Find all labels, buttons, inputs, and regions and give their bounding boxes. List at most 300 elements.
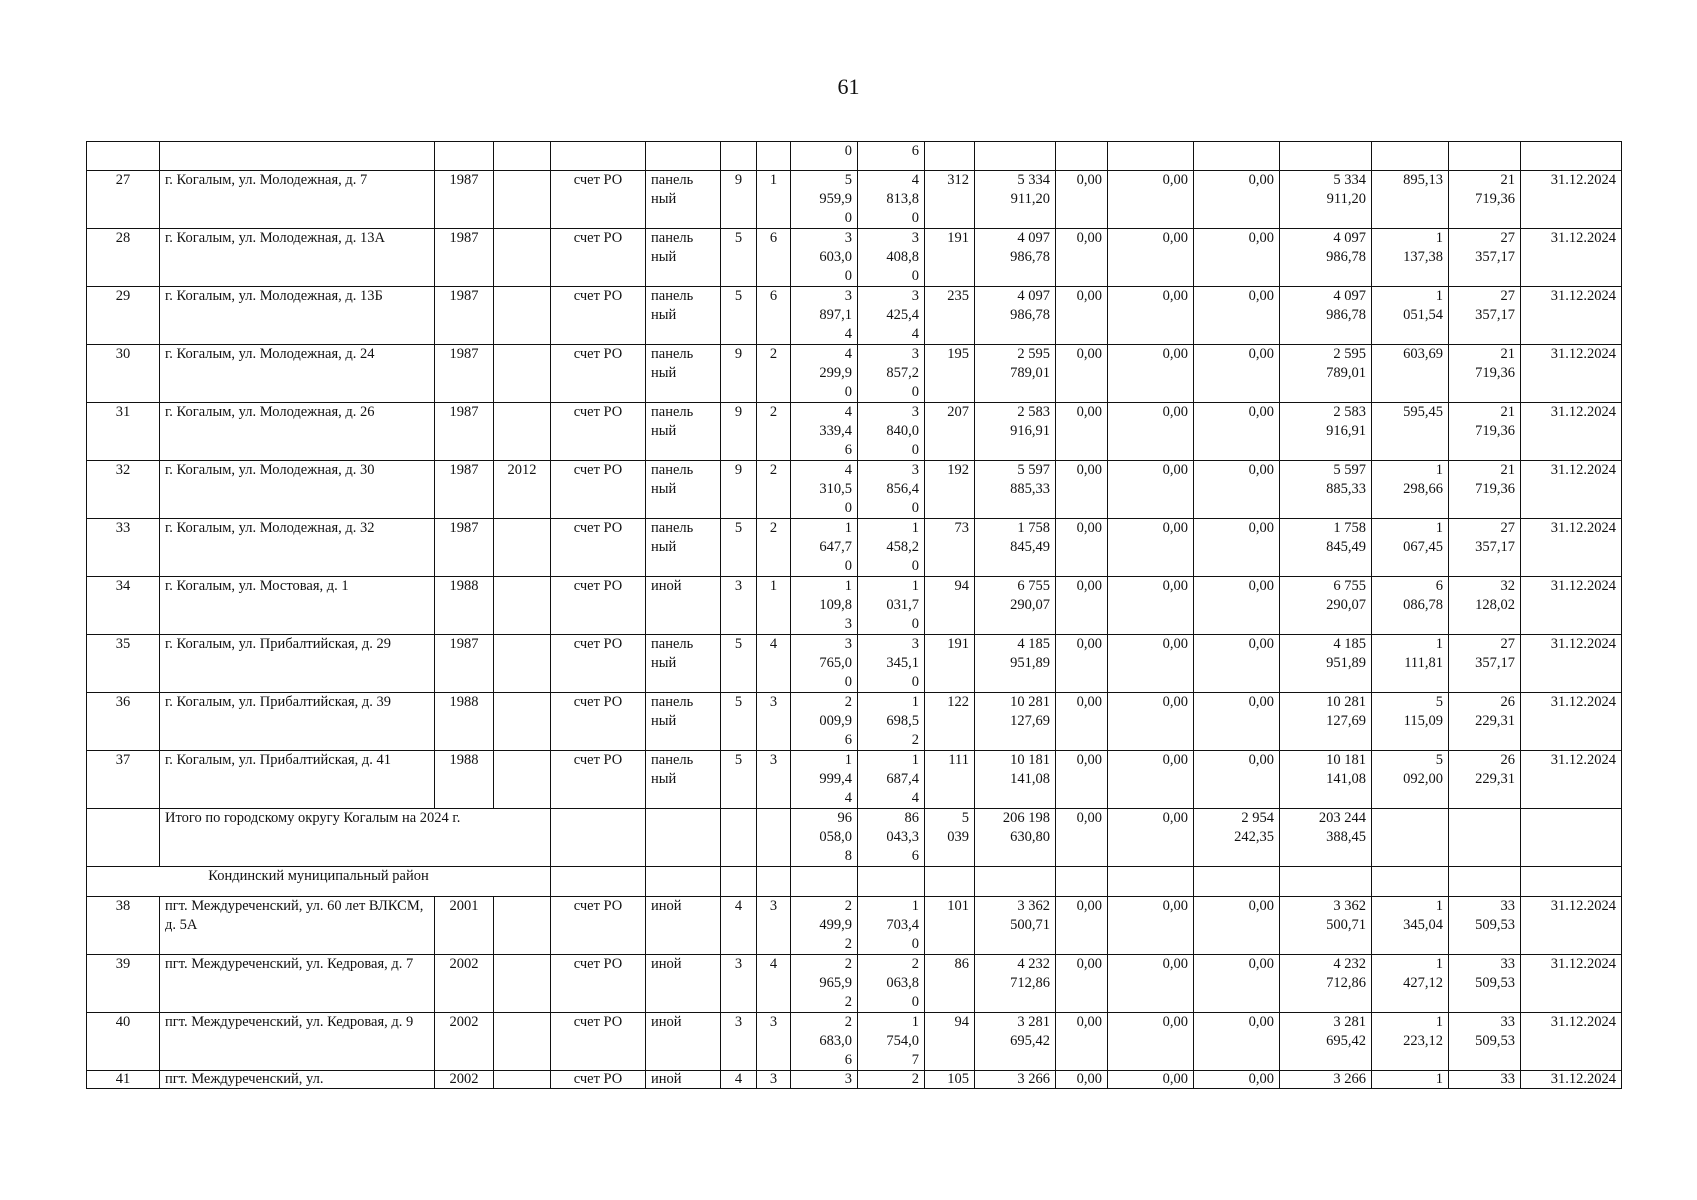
total-area-cell: 3 765,0 0 xyxy=(791,635,858,693)
deadline-cell: 31.12.2024 xyxy=(1521,751,1622,809)
floors-cell: 9 xyxy=(721,171,757,229)
table-cell xyxy=(1194,867,1280,897)
total-cost-cell: 4 097 986,78 xyxy=(975,287,1056,345)
deadline-cell: 31.12.2024 xyxy=(1521,1071,1622,1089)
max-unit-cost-cell: 27 357,17 xyxy=(1449,519,1521,577)
deadline-cell: 31.12.2024 xyxy=(1521,461,1622,519)
local-budget-cell: 0,00 xyxy=(1194,403,1280,461)
entrances-cell: 3 xyxy=(757,897,791,955)
living-area-cell: 1 754,0 7 xyxy=(858,1013,925,1071)
year-built-cell: 2001 xyxy=(435,897,494,955)
unit-cost-cell: 1 427,12 xyxy=(1372,955,1449,1013)
table-cell xyxy=(1449,142,1521,171)
residents-cell: 191 xyxy=(925,635,975,693)
year-built-cell: 1987 xyxy=(435,287,494,345)
wall-material-cell: панель ный xyxy=(646,287,721,345)
max-unit-cost-cell: 26 229,31 xyxy=(1449,693,1521,751)
fund-cell: 0,00 xyxy=(1056,897,1108,955)
table-row xyxy=(87,287,1622,345)
entrances-cell: 1 xyxy=(757,171,791,229)
unit-cost-cell: 595,45 xyxy=(1372,403,1449,461)
local-budget-cell: 0,00 xyxy=(1194,577,1280,635)
deadline-cell: 31.12.2024 xyxy=(1521,171,1622,229)
wall-material-cell: панель ный xyxy=(646,635,721,693)
year-built-cell: 1987 xyxy=(435,229,494,287)
deadline-cell: 31.12.2024 xyxy=(1521,345,1622,403)
table-cell xyxy=(791,867,858,897)
total-cost-cell: 5 597 885,33 xyxy=(975,461,1056,519)
deadline-cell: 31.12.2024 xyxy=(1521,519,1622,577)
table-cell xyxy=(975,142,1056,171)
residents-cell: 207 xyxy=(925,403,975,461)
max-unit-cost-cell: 21 719,36 xyxy=(1449,171,1521,229)
total-area-cell: 2 499,9 2 xyxy=(791,897,858,955)
year-built-cell: 1988 xyxy=(435,751,494,809)
total-cost-cell: 6 755 290,07 xyxy=(975,577,1056,635)
total-area-cell: 3 897,1 4 xyxy=(791,287,858,345)
table-cell xyxy=(1194,142,1280,171)
table-cell xyxy=(721,809,757,867)
fund-cell: 0,00 xyxy=(1056,577,1108,635)
funding-source-cell: счет РО xyxy=(551,519,646,577)
owners-funds-cell: 4 097 986,78 xyxy=(1280,287,1372,345)
address-cell: пгт. Междуреченский, ул. xyxy=(160,1071,435,1089)
floors-cell: 5 xyxy=(721,693,757,751)
address-cell: г. Когалым, ул. Прибалтийская, д. 29 xyxy=(160,635,435,693)
region-budget-cell: 0,00 xyxy=(1108,955,1194,1013)
year-built-cell: 2002 xyxy=(435,1013,494,1071)
unit-cost-cell: 1 298,66 xyxy=(1372,461,1449,519)
floors-cell: 4 xyxy=(721,897,757,955)
year-built-cell: 2002 xyxy=(435,1071,494,1089)
floors-cell: 5 xyxy=(721,519,757,577)
region-budget-cell: 0,00 xyxy=(1108,1071,1194,1089)
floors-cell: 3 xyxy=(721,1013,757,1071)
max-unit-cost-cell: 27 357,17 xyxy=(1449,287,1521,345)
table-cell xyxy=(551,142,646,171)
table-cell xyxy=(1372,142,1449,171)
living-area-cell: 1 703,4 0 xyxy=(858,897,925,955)
residents-cell: 86 xyxy=(925,955,975,1013)
unit-cost-cell: 1 111,81 xyxy=(1372,635,1449,693)
owners-funds-cell: 1 758 845,49 xyxy=(1280,519,1372,577)
total-cost-cell: 4 232 712,86 xyxy=(975,955,1056,1013)
owners-funds-cell: 3 362 500,71 xyxy=(1280,897,1372,955)
repair-year-cell xyxy=(494,171,551,229)
floors-cell: 3 xyxy=(721,577,757,635)
row-number: 41 xyxy=(87,1071,160,1089)
local-budget-cell: 0,00 xyxy=(1194,345,1280,403)
owners-funds-cell: 10 181 141,08 xyxy=(1280,751,1372,809)
unit-cost-cell: 1 223,12 xyxy=(1372,1013,1449,1071)
funding-source-cell: счет РО xyxy=(551,461,646,519)
row-number: 37 xyxy=(87,751,160,809)
living-area-cell: 3 856,4 0 xyxy=(858,461,925,519)
table-row xyxy=(87,1013,1622,1071)
unit-cost-cell: 1 xyxy=(1372,1071,1449,1089)
table-cell: 0 xyxy=(791,142,858,171)
entrances-cell: 3 xyxy=(757,751,791,809)
max-unit-cost-cell: 26 229,31 xyxy=(1449,751,1521,809)
year-built-cell: 1987 xyxy=(435,171,494,229)
region-budget-cell: 0,00 xyxy=(1108,809,1194,867)
repair-year-cell xyxy=(494,1013,551,1071)
funding-source-cell: счет РО xyxy=(551,171,646,229)
residents-cell: 122 xyxy=(925,693,975,751)
deadline-cell: 31.12.2024 xyxy=(1521,635,1622,693)
address-cell: г. Когалым, ул. Молодежная, д. 24 xyxy=(160,345,435,403)
funding-source-cell: счет РО xyxy=(551,1013,646,1071)
owners-funds-cell: 2 583 916,91 xyxy=(1280,403,1372,461)
table-cell xyxy=(1280,867,1372,897)
table-cell xyxy=(975,867,1056,897)
total-cost-cell: 3 362 500,71 xyxy=(975,897,1056,955)
total-area-cell: 2 683,0 6 xyxy=(791,1013,858,1071)
address-cell: пгт. Междуреченский, ул. Кедровая, д. 7 xyxy=(160,955,435,1013)
floors-cell: 5 xyxy=(721,635,757,693)
floors-cell: 5 xyxy=(721,229,757,287)
floors-cell: 9 xyxy=(721,403,757,461)
unit-cost-cell: 895,13 xyxy=(1372,171,1449,229)
row-number: 34 xyxy=(87,577,160,635)
section-row xyxy=(87,867,1622,897)
max-unit-cost-cell: 21 719,36 xyxy=(1449,461,1521,519)
total-area-cell: 96 058,0 8 xyxy=(791,809,858,867)
local-budget-cell: 2 954 242,35 xyxy=(1194,809,1280,867)
entrances-cell: 3 xyxy=(757,693,791,751)
wall-material-cell: панель ный xyxy=(646,403,721,461)
owners-funds-cell: 4 232 712,86 xyxy=(1280,955,1372,1013)
repair-year-cell xyxy=(494,693,551,751)
table-cell xyxy=(925,142,975,171)
table-row-continuation xyxy=(87,142,1622,171)
funding-source-cell: счет РО xyxy=(551,403,646,461)
owners-funds-cell: 203 244 388,45 xyxy=(1280,809,1372,867)
max-unit-cost-cell: 33 509,53 xyxy=(1449,955,1521,1013)
fund-cell: 0,00 xyxy=(1056,955,1108,1013)
local-budget-cell: 0,00 xyxy=(1194,635,1280,693)
capital-repair-table xyxy=(86,141,1622,1089)
region-budget-cell: 0,00 xyxy=(1108,897,1194,955)
floors-cell: 4 xyxy=(721,1071,757,1089)
fund-cell: 0,00 xyxy=(1056,1013,1108,1071)
entrances-cell: 1 xyxy=(757,577,791,635)
wall-material-cell: иной xyxy=(646,577,721,635)
funding-source-cell: счет РО xyxy=(551,635,646,693)
living-area-cell: 3 425,4 4 xyxy=(858,287,925,345)
table-cell xyxy=(1521,867,1622,897)
repair-year-cell xyxy=(494,287,551,345)
table-cell xyxy=(757,142,791,171)
row-number: 38 xyxy=(87,897,160,955)
repair-year-cell xyxy=(494,403,551,461)
table-cell xyxy=(1108,142,1194,171)
entrances-cell: 3 xyxy=(757,1013,791,1071)
repair-year-cell xyxy=(494,519,551,577)
section-title: Кондинский муниципальный район xyxy=(87,867,551,897)
living-area-cell: 4 813,8 0 xyxy=(858,171,925,229)
max-unit-cost-cell: 32 128,02 xyxy=(1449,577,1521,635)
residents-cell: 105 xyxy=(925,1071,975,1089)
residents-cell: 192 xyxy=(925,461,975,519)
table-cell xyxy=(1056,867,1108,897)
max-unit-cost-cell: 33 xyxy=(1449,1071,1521,1089)
wall-material-cell: иной xyxy=(646,955,721,1013)
residents-cell: 111 xyxy=(925,751,975,809)
table-cell xyxy=(646,142,721,171)
total-label: Итого по городскому округу Когалым на 2024 г. xyxy=(160,809,551,867)
year-built-cell: 1987 xyxy=(435,519,494,577)
repair-year-cell xyxy=(494,897,551,955)
region-budget-cell: 0,00 xyxy=(1108,403,1194,461)
owners-funds-cell: 3 281 695,42 xyxy=(1280,1013,1372,1071)
repair-year-cell xyxy=(494,751,551,809)
floors-cell: 5 xyxy=(721,287,757,345)
table-cell xyxy=(1372,867,1449,897)
funding-source-cell: счет РО xyxy=(551,345,646,403)
unit-cost-cell: 1 067,45 xyxy=(1372,519,1449,577)
table-row xyxy=(87,635,1622,693)
address-cell: г. Когалым, ул. Молодежная, д. 30 xyxy=(160,461,435,519)
table-row xyxy=(87,897,1622,955)
max-unit-cost-cell: 21 719,36 xyxy=(1449,403,1521,461)
table-cell xyxy=(1108,867,1194,897)
fund-cell: 0,00 xyxy=(1056,751,1108,809)
table-cell xyxy=(494,142,551,171)
deadline-cell: 31.12.2024 xyxy=(1521,577,1622,635)
owners-funds-cell: 3 266 xyxy=(1280,1071,1372,1089)
year-built-cell: 1988 xyxy=(435,693,494,751)
floors-cell: 9 xyxy=(721,345,757,403)
table-row-partial xyxy=(87,1071,1622,1089)
owners-funds-cell: 6 755 290,07 xyxy=(1280,577,1372,635)
total-area-cell: 2 009,9 6 xyxy=(791,693,858,751)
deadline-cell: 31.12.2024 xyxy=(1521,287,1622,345)
fund-cell: 0,00 xyxy=(1056,229,1108,287)
region-budget-cell: 0,00 xyxy=(1108,229,1194,287)
local-budget-cell: 0,00 xyxy=(1194,1013,1280,1071)
table-cell xyxy=(160,142,435,171)
unit-cost-cell: 603,69 xyxy=(1372,345,1449,403)
unit-cost-cell: 1 137,38 xyxy=(1372,229,1449,287)
table-cell xyxy=(1056,142,1108,171)
max-unit-cost-cell: 33 509,53 xyxy=(1449,897,1521,955)
wall-material-cell: панель ный xyxy=(646,693,721,751)
table-cell xyxy=(858,867,925,897)
fund-cell: 0,00 xyxy=(1056,171,1108,229)
region-budget-cell: 0,00 xyxy=(1108,693,1194,751)
deadline-cell: 31.12.2024 xyxy=(1521,229,1622,287)
floors-cell: 9 xyxy=(721,461,757,519)
table-cell xyxy=(1521,809,1622,867)
total-cost-cell: 4 185 951,89 xyxy=(975,635,1056,693)
total-area-cell: 1 647,7 0 xyxy=(791,519,858,577)
table-row xyxy=(87,403,1622,461)
table-cell xyxy=(551,867,646,897)
row-number: 33 xyxy=(87,519,160,577)
region-budget-cell: 0,00 xyxy=(1108,751,1194,809)
living-area-cell: 2 063,8 0 xyxy=(858,955,925,1013)
total-area-cell: 3 603,0 0 xyxy=(791,229,858,287)
address-cell: г. Когалым, ул. Молодежная, д. 13А xyxy=(160,229,435,287)
table-row xyxy=(87,693,1622,751)
table-cell xyxy=(87,809,160,867)
living-area-cell: 86 043,3 6 xyxy=(858,809,925,867)
residents-cell: 5 039 xyxy=(925,809,975,867)
local-budget-cell: 0,00 xyxy=(1194,229,1280,287)
total-area-cell: 5 959,9 0 xyxy=(791,171,858,229)
living-area-cell: 1 458,2 0 xyxy=(858,519,925,577)
row-number: 32 xyxy=(87,461,160,519)
row-number: 29 xyxy=(87,287,160,345)
living-area-cell: 1 687,4 4 xyxy=(858,751,925,809)
region-budget-cell: 0,00 xyxy=(1108,287,1194,345)
local-budget-cell: 0,00 xyxy=(1194,461,1280,519)
residents-cell: 101 xyxy=(925,897,975,955)
owners-funds-cell: 2 595 789,01 xyxy=(1280,345,1372,403)
table-row xyxy=(87,955,1622,1013)
address-cell: г. Когалым, ул. Молодежная, д. 7 xyxy=(160,171,435,229)
region-budget-cell: 0,00 xyxy=(1108,577,1194,635)
unit-cost-cell: 5 115,09 xyxy=(1372,693,1449,751)
fund-cell: 0,00 xyxy=(1056,1071,1108,1089)
table-cell xyxy=(551,809,646,867)
total-cost-cell: 10 181 141,08 xyxy=(975,751,1056,809)
table-cell xyxy=(646,867,721,897)
wall-material-cell: иной xyxy=(646,1071,721,1089)
local-budget-cell: 0,00 xyxy=(1194,751,1280,809)
row-number: 30 xyxy=(87,345,160,403)
repair-year-cell xyxy=(494,229,551,287)
repair-year-cell xyxy=(494,577,551,635)
owners-funds-cell: 10 281 127,69 xyxy=(1280,693,1372,751)
residents-cell: 73 xyxy=(925,519,975,577)
total-cost-cell: 5 334 911,20 xyxy=(975,171,1056,229)
living-area-cell: 3 857,2 0 xyxy=(858,345,925,403)
deadline-cell: 31.12.2024 xyxy=(1521,403,1622,461)
row-number: 36 xyxy=(87,693,160,751)
repair-year-cell xyxy=(494,635,551,693)
address-cell: г. Когалым, ул. Молодежная, д. 13Б xyxy=(160,287,435,345)
table-cell xyxy=(1449,809,1521,867)
local-budget-cell: 0,00 xyxy=(1194,1071,1280,1089)
wall-material-cell: панель ный xyxy=(646,519,721,577)
owners-funds-cell: 4 185 951,89 xyxy=(1280,635,1372,693)
funding-source-cell: счет РО xyxy=(551,897,646,955)
living-area-cell: 3 345,1 0 xyxy=(858,635,925,693)
residents-cell: 312 xyxy=(925,171,975,229)
deadline-cell: 31.12.2024 xyxy=(1521,955,1622,1013)
fund-cell: 0,00 xyxy=(1056,519,1108,577)
table-cell xyxy=(1449,867,1521,897)
table-cell xyxy=(757,809,791,867)
total-area-cell: 1 999,4 4 xyxy=(791,751,858,809)
floors-cell: 5 xyxy=(721,751,757,809)
wall-material-cell: панель ный xyxy=(646,751,721,809)
row-number: 40 xyxy=(87,1013,160,1071)
deadline-cell: 31.12.2024 xyxy=(1521,1013,1622,1071)
max-unit-cost-cell: 27 357,17 xyxy=(1449,635,1521,693)
year-built-cell: 1987 xyxy=(435,345,494,403)
living-area-cell: 2 xyxy=(858,1071,925,1089)
fund-cell: 0,00 xyxy=(1056,403,1108,461)
repair-year-cell xyxy=(494,345,551,403)
table-row xyxy=(87,171,1622,229)
table-cell xyxy=(721,142,757,171)
residents-cell: 235 xyxy=(925,287,975,345)
fund-cell: 0,00 xyxy=(1056,693,1108,751)
living-area-cell: 1 031,7 0 xyxy=(858,577,925,635)
fund-cell: 0,00 xyxy=(1056,287,1108,345)
fund-cell: 0,00 xyxy=(1056,461,1108,519)
funding-source-cell: счет РО xyxy=(551,229,646,287)
entrances-cell: 3 xyxy=(757,1071,791,1089)
total-cost-cell: 3 266 xyxy=(975,1071,1056,1089)
local-budget-cell: 0,00 xyxy=(1194,955,1280,1013)
unit-cost-cell: 1 051,54 xyxy=(1372,287,1449,345)
table-row xyxy=(87,577,1622,635)
local-budget-cell: 0,00 xyxy=(1194,171,1280,229)
region-budget-cell: 0,00 xyxy=(1108,635,1194,693)
table-row xyxy=(87,461,1622,519)
living-area-cell: 1 698,5 2 xyxy=(858,693,925,751)
row-number: 27 xyxy=(87,171,160,229)
funding-source-cell: счет РО xyxy=(551,1071,646,1089)
unit-cost-cell: 1 345,04 xyxy=(1372,897,1449,955)
residents-cell: 195 xyxy=(925,345,975,403)
address-cell: г. Когалым, ул. Мостовая, д. 1 xyxy=(160,577,435,635)
funding-source-cell: счет РО xyxy=(551,287,646,345)
wall-material-cell: панель ный xyxy=(646,229,721,287)
floors-cell: 3 xyxy=(721,955,757,1013)
table-row xyxy=(87,519,1622,577)
region-budget-cell: 0,00 xyxy=(1108,519,1194,577)
page-number: 61 xyxy=(837,74,860,99)
year-built-cell: 1987 xyxy=(435,403,494,461)
table-cell xyxy=(1521,142,1622,171)
table-cell xyxy=(1372,809,1449,867)
year-built-cell: 1987 xyxy=(435,461,494,519)
entrances-cell: 6 xyxy=(757,229,791,287)
row-number: 35 xyxy=(87,635,160,693)
row-number: 28 xyxy=(87,229,160,287)
total-area-cell: 4 310,5 0 xyxy=(791,461,858,519)
wall-material-cell: панель ный xyxy=(646,345,721,403)
living-area-cell: 3 408,8 0 xyxy=(858,229,925,287)
total-cost-cell: 2 583 916,91 xyxy=(975,403,1056,461)
row-number: 39 xyxy=(87,955,160,1013)
owners-funds-cell: 5 334 911,20 xyxy=(1280,171,1372,229)
unit-cost-cell: 5 092,00 xyxy=(1372,751,1449,809)
funding-source-cell: счет РО xyxy=(551,577,646,635)
residents-cell: 94 xyxy=(925,577,975,635)
unit-cost-cell: 6 086,78 xyxy=(1372,577,1449,635)
table-row xyxy=(87,229,1622,287)
total-cost-cell: 206 198 630,80 xyxy=(975,809,1056,867)
residents-cell: 191 xyxy=(925,229,975,287)
year-built-cell: 2002 xyxy=(435,955,494,1013)
max-unit-cost-cell: 27 357,17 xyxy=(1449,229,1521,287)
living-area-cell: 3 840,0 0 xyxy=(858,403,925,461)
entrances-cell: 2 xyxy=(757,345,791,403)
address-cell: г. Когалым, ул. Молодежная, д. 32 xyxy=(160,519,435,577)
fund-cell: 0,00 xyxy=(1056,345,1108,403)
region-budget-cell: 0,00 xyxy=(1108,461,1194,519)
entrances-cell: 4 xyxy=(757,955,791,1013)
address-cell: г. Когалым, ул. Прибалтийская, д. 39 xyxy=(160,693,435,751)
address-cell: пгт. Междуреченский, ул. 60 лет ВЛКСМ, д. 5А xyxy=(160,897,435,955)
region-budget-cell: 0,00 xyxy=(1108,1013,1194,1071)
